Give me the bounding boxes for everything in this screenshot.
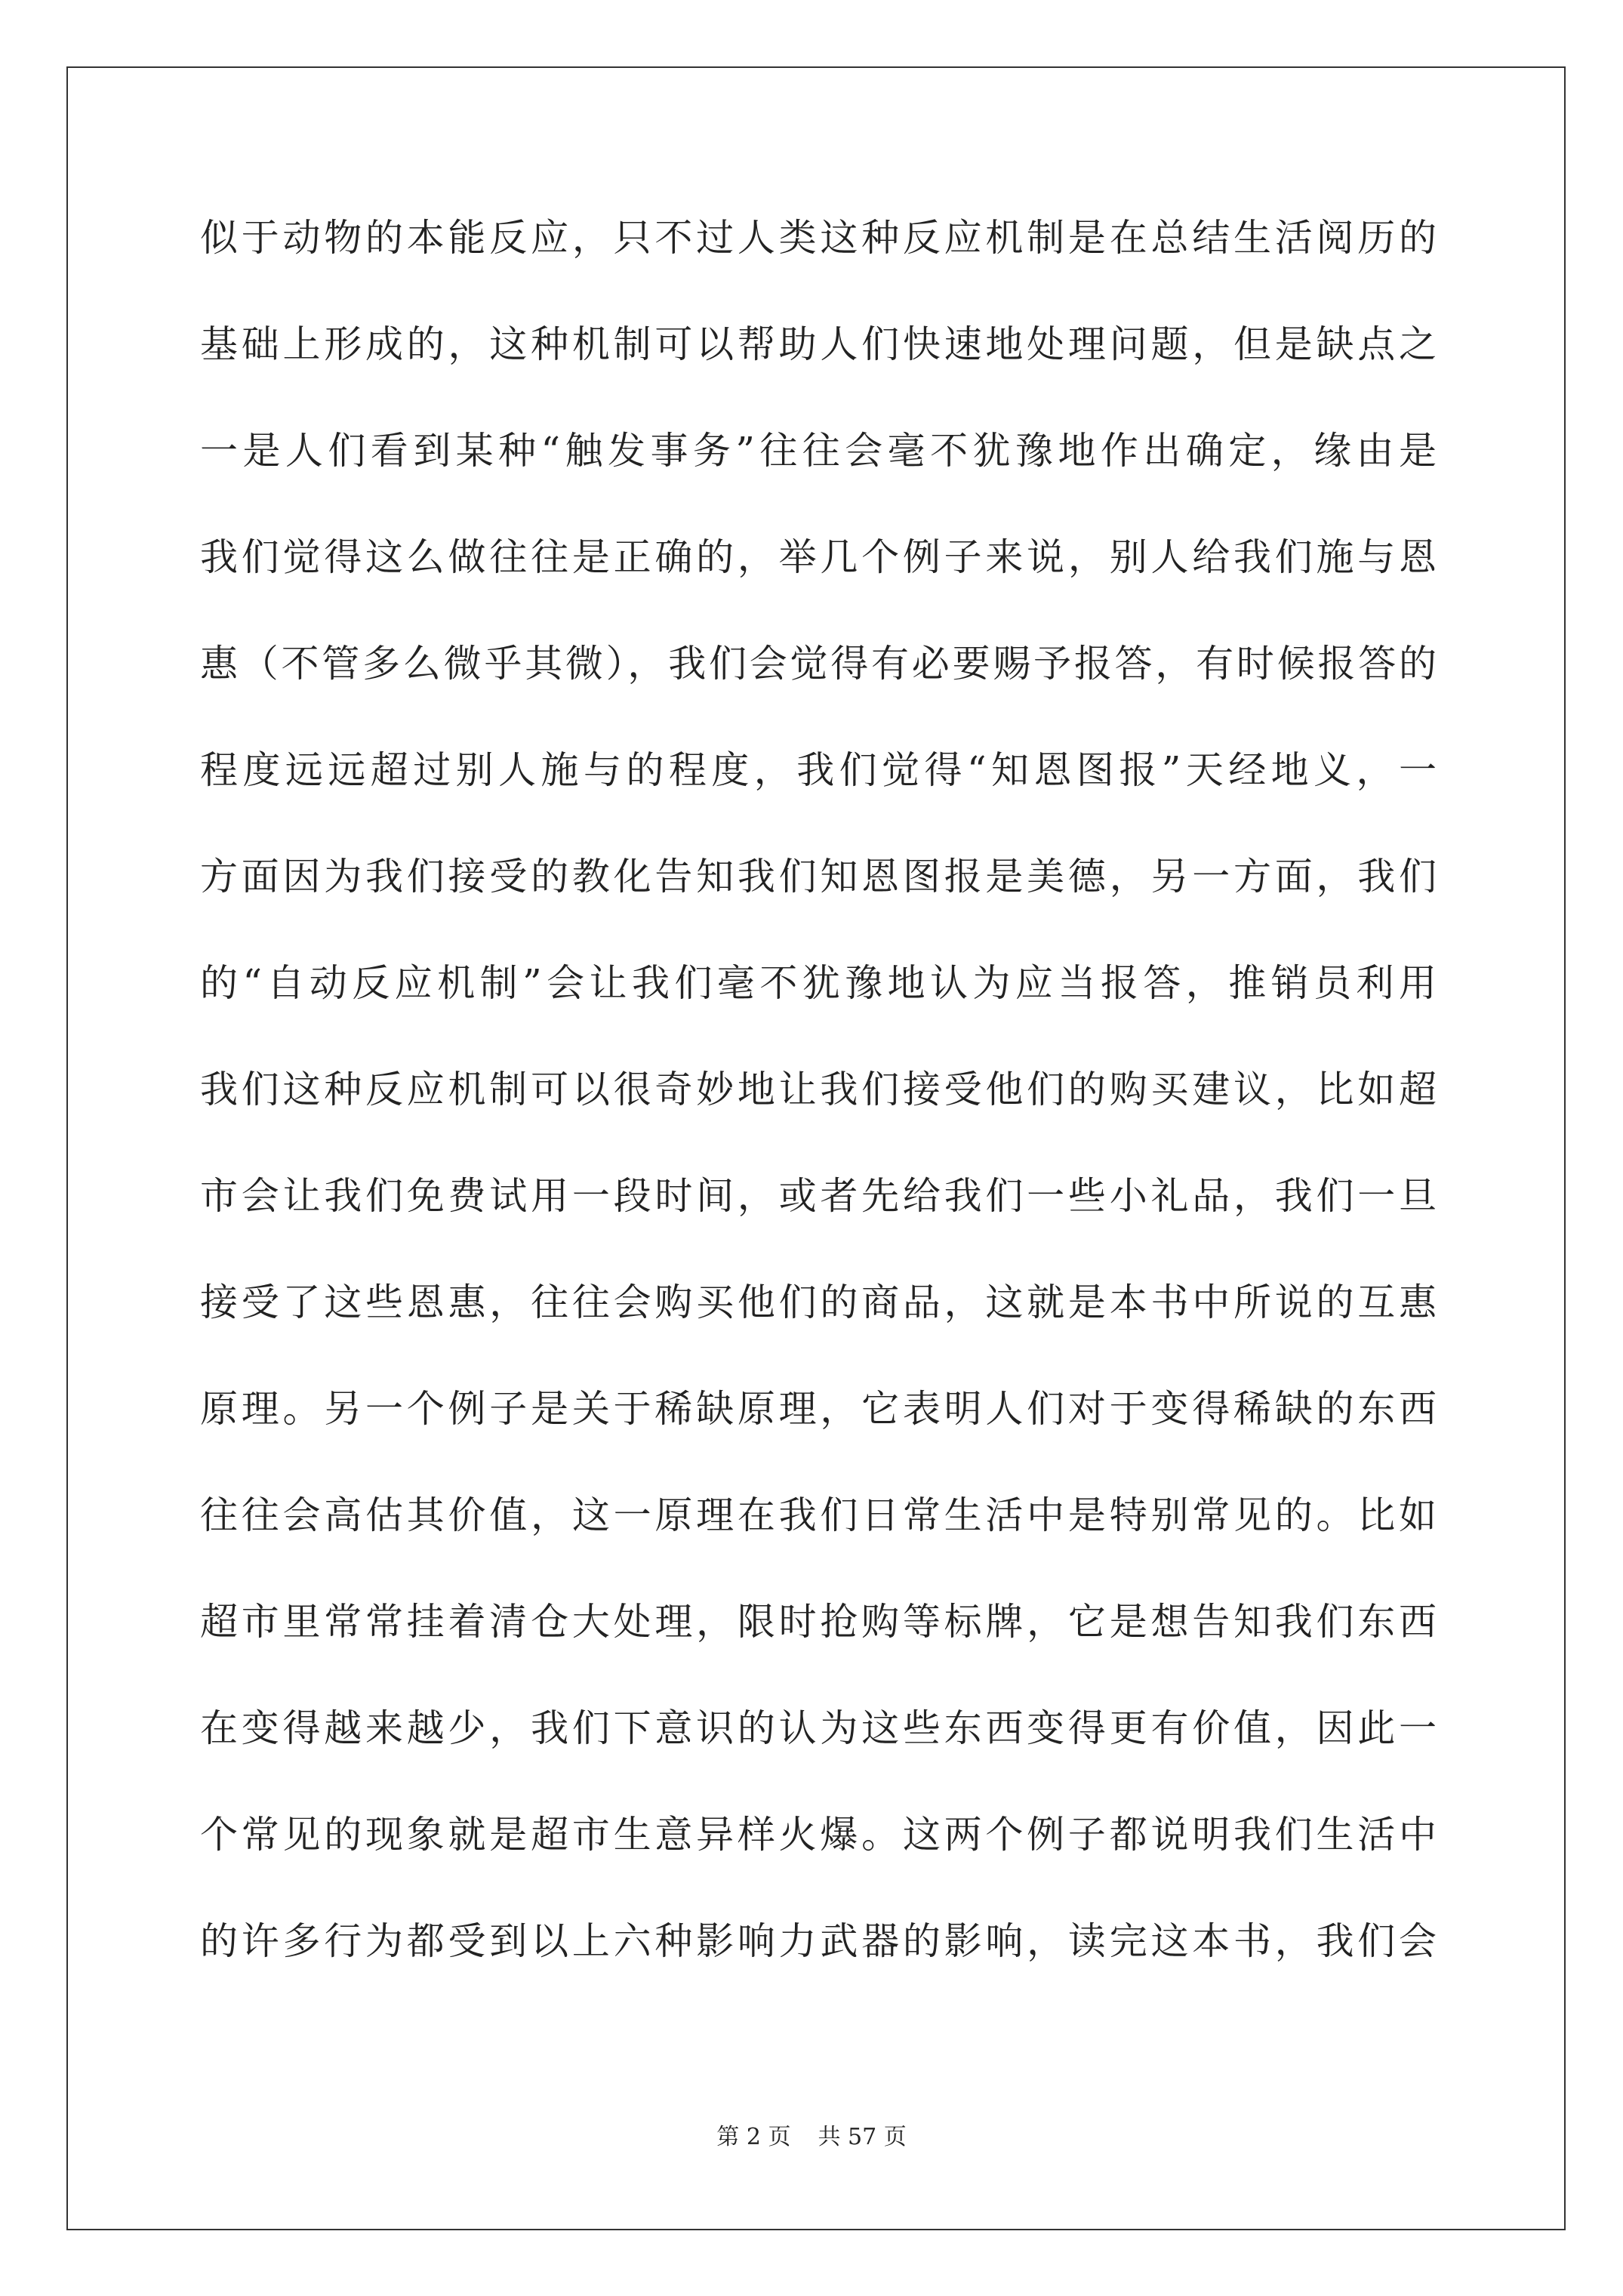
page-total: 共 57 页: [818, 2124, 907, 2150]
text-line: 往往会高估其价值，这一原理在我们日常生活中是特别常见的。比如: [200, 1493, 1438, 1537]
text-line: 市会让我们免费试用一段时间，或者先给我们一些小礼品，我们一旦: [200, 1174, 1438, 1218]
text-line: 我们觉得这么做往往是正确的，举几个例子来说，别人给我们施与恩: [200, 535, 1438, 579]
text-line: 原理。另一个例子是关于稀缺原理，它表明人们对于变得稀缺的东西: [200, 1387, 1438, 1431]
page-number: 第 2 页: [716, 2124, 791, 2150]
page-footer: [0, 2124, 1623, 2151]
body-text: [200, 215, 1438, 2025]
text-line: 超市里常常挂着清仓大处理，限时抢购等标牌，它是想告知我们东西: [200, 1600, 1438, 1644]
text-line: 方面因为我们接受的教化告知我们知恩图报是美德，另一方面，我们: [200, 855, 1438, 898]
text-line: 接受了这些恩惠，往往会购买他们的商品，这就是本书中所说的互惠: [200, 1281, 1438, 1324]
text-line: 我们这种反应机制可以很奇妙地让我们接受他们的购买建议，比如超: [200, 1068, 1438, 1111]
text-line: 在变得越来越少，我们下意识的认为这些东西变得更有价值，因此一: [200, 1706, 1438, 1750]
text-line: 的许多行为都受到以上六种影响力武器的影响，读完这本书，我们会: [200, 1919, 1438, 1963]
text-line: 基础上形成的，这种机制可以帮助人们快速地处理问题，但是缺点之: [200, 322, 1438, 366]
text-line: 一是人们看到某种“触发事务”往往会毫不犹豫地作出确定，缘由是: [200, 429, 1438, 473]
text-line: 的“自动反应机制”会让我们毫不犹豫地认为应当报答，推销员利用: [200, 961, 1438, 1005]
text-line: 惠（不管多么微乎其微），我们会觉得有必要赐予报答，有时候报答的: [200, 642, 1438, 686]
text-line: 似于动物的本能反应，只不过人类这种反应机制是在总结生活阅历的: [200, 216, 1438, 260]
text-line: 个常见的现象就是超市生意异样火爆。这两个例子都说明我们生活中: [200, 1813, 1438, 1857]
text-line: 程度远远超过别人施与的程度，我们觉得“知恩图报”天经地义，一: [200, 748, 1438, 792]
